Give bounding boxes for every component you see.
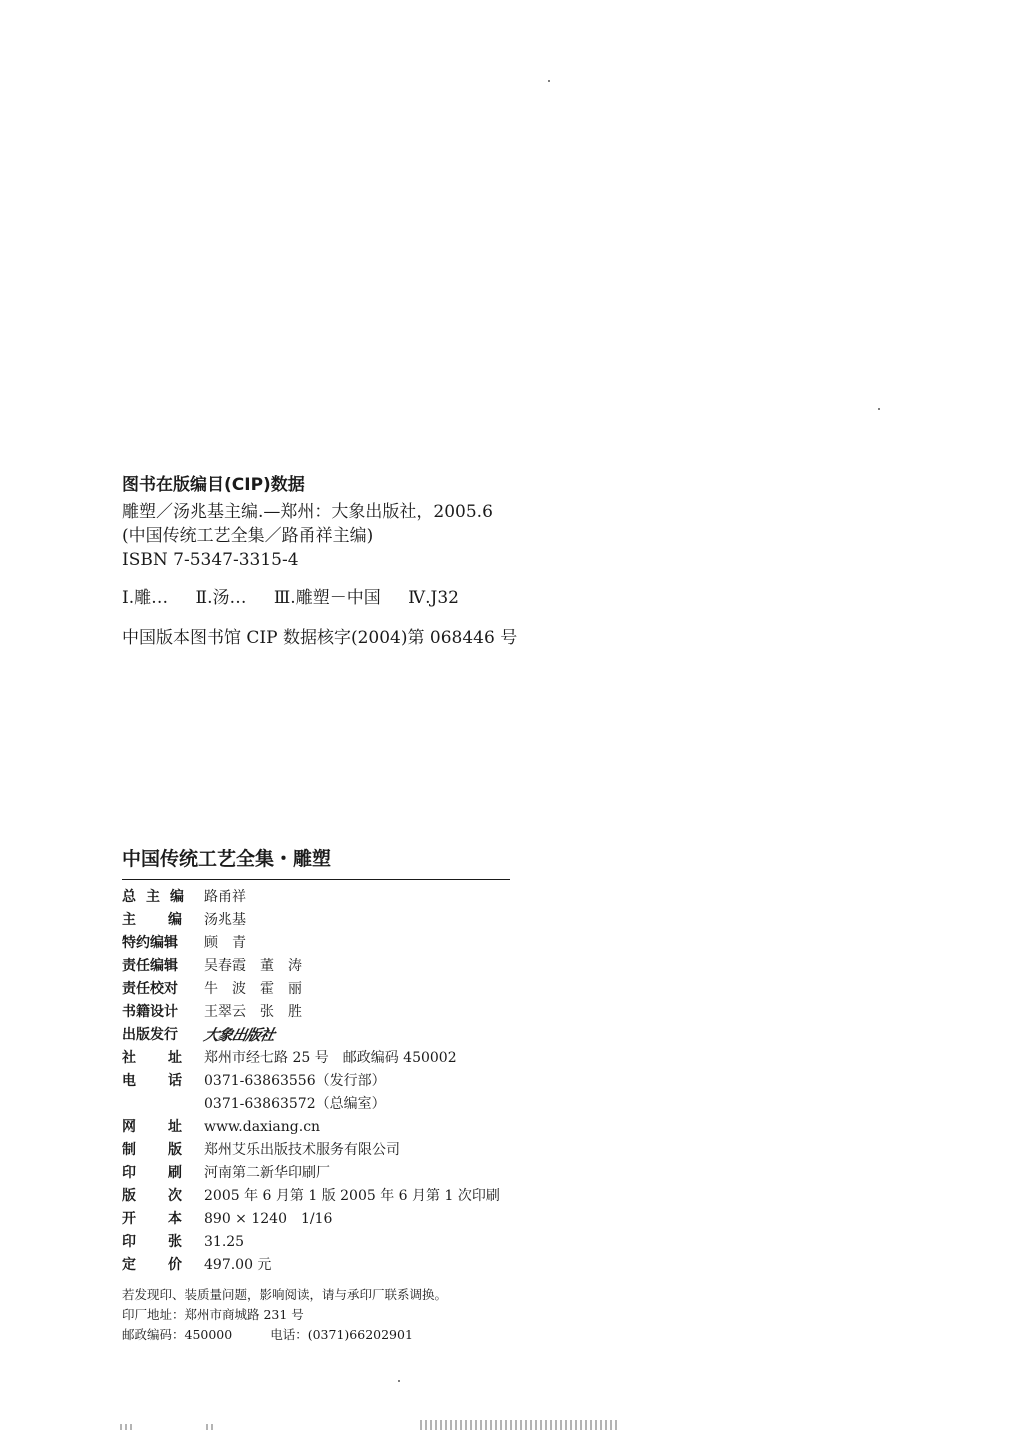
colophon-row-label (122, 955, 184, 978)
colophon-row-label-char: 话 (168, 1073, 182, 1089)
colophon-row (122, 1185, 542, 1208)
colophon-row-label-char: 责任校对 (122, 981, 178, 997)
cip-class-1: Ⅰ.雕… (122, 588, 169, 608)
colophon-row-label-char: 址 (168, 1119, 182, 1135)
colophon-row-value (204, 932, 246, 955)
colophon-row (122, 955, 542, 978)
colophon-row-label-char: 编 (168, 912, 182, 928)
colophon-row (122, 1047, 542, 1070)
colophon-row-value-text: 牛 波 霍 丽 (204, 981, 302, 997)
publisher-logo (202, 1024, 277, 1047)
footer-postcode: 邮政编码：450000 (122, 1327, 233, 1342)
colophon-row-label (122, 1047, 184, 1070)
scan-speck (548, 80, 550, 82)
colophon-row-value-text: 0371-63863572（总编室） (204, 1096, 386, 1112)
colophon-row (122, 1231, 542, 1254)
colophon-rows (122, 886, 542, 1277)
colophon-row-label (122, 1070, 184, 1093)
colophon-row-label (122, 886, 184, 909)
colophon-row-value-text: 2005 年 6 月第 1 版 2005 年 6 月第 1 次印刷 (204, 1188, 500, 1204)
colophon-row-value (204, 1208, 332, 1231)
colophon-row-label-char: 主 (146, 889, 160, 905)
colophon-row (122, 909, 542, 932)
footer-contact (122, 1325, 542, 1345)
colophon-row (122, 1093, 542, 1116)
colophon-row-label (122, 1139, 184, 1162)
colophon-row (122, 1024, 542, 1047)
colophon-footer (122, 1285, 542, 1345)
colophon-row-label-char: 版 (122, 1188, 136, 1204)
colophon-rule (122, 879, 510, 880)
colophon-row-label-char: 出版发行 (122, 1027, 178, 1043)
colophon-row-value (204, 1116, 320, 1139)
scan-smudge (206, 1424, 214, 1430)
colophon-row-label (122, 1231, 184, 1254)
colophon-row-value-text: 路甬祥 (204, 889, 246, 905)
colophon-row (122, 1254, 542, 1277)
colophon-row-value (204, 1001, 302, 1024)
colophon-row-label-char: 制 (122, 1142, 136, 1158)
footer-address: 印厂地址：郑州市商城路 231 号 (122, 1307, 304, 1322)
colophon-row-value-text: 王翠云 张 胜 (204, 1004, 302, 1020)
cip-classification (122, 586, 722, 610)
colophon-row-value-text: 河南第二新华印刷厂 (204, 1165, 330, 1181)
colophon-row-label-char: 开 (122, 1211, 136, 1227)
cip-class-2: Ⅱ.汤… (195, 588, 247, 608)
cip-heading: 图书在版编目(CIP)数据 (122, 475, 305, 495)
colophon-row-label-char: 编 (170, 889, 184, 905)
colophon-row-value-text: 顾 青 (204, 935, 246, 951)
colophon-row-label-char: 址 (168, 1050, 182, 1066)
colophon-row-value (204, 1070, 386, 1093)
colophon-row-label-char: 本 (168, 1211, 182, 1227)
scan-speck (398, 1380, 400, 1382)
colophon-row-label (122, 1185, 184, 1208)
colophon-row-value-text: 大象出版社 (202, 1026, 277, 1044)
colophon-row-value-text: 郑州市经七路 25 号 邮政编码 450002 (204, 1050, 457, 1066)
colophon-row (122, 1001, 542, 1024)
colophon-row (122, 1116, 542, 1139)
colophon-row-label-char: 责任编辑 (122, 958, 178, 974)
colophon-row-value (204, 1093, 386, 1116)
colophon-row-value-text: 31.25 (204, 1234, 245, 1250)
colophon-row-label (122, 1093, 184, 1116)
colophon-row-value-text: 0371-63863556（发行部） (204, 1073, 386, 1089)
colophon-row-value-text: 郑州艾乐出版技术服务有限公司 (204, 1142, 400, 1158)
colophon-row-label-char: 次 (168, 1188, 182, 1204)
cip-isbn: ISBN 7-5347-3315-4 (122, 550, 299, 570)
footer-notice: 若发现印、装质量问题，影响阅读，请与承印厂联系调换。 (122, 1287, 448, 1302)
colophon-row-label-char: 社 (122, 1050, 136, 1066)
colophon-row-label (122, 1024, 184, 1047)
cip-class-3: Ⅲ.雕塑－中国 (273, 588, 381, 608)
colophon (122, 846, 542, 1345)
colophon-row-label (122, 978, 184, 1001)
colophon-row (122, 886, 542, 909)
colophon-row-value-text: 汤兆基 (204, 912, 246, 928)
colophon-row-label (122, 909, 184, 932)
colophon-row (122, 932, 542, 955)
cip-title-line: 雕塑／汤兆基主编.—郑州：大象出版社，2005.6 (122, 502, 493, 522)
colophon-row-value (204, 955, 302, 978)
colophon-row-label-char: 主 (122, 912, 136, 928)
colophon-row-value-text: 890 × 1240 1/16 (204, 1211, 333, 1227)
colophon-row-label-char: 网 (122, 1119, 136, 1135)
colophon-row-value (204, 886, 246, 909)
colophon-row (122, 1208, 542, 1231)
colophon-row-label-char: 总 (122, 889, 136, 905)
colophon-row-label-char: 价 (168, 1257, 182, 1273)
colophon-row-value (204, 909, 246, 932)
scan-speck (878, 408, 880, 410)
footer-phone: 电话：(0371)66202901 (270, 1327, 413, 1342)
colophon-row-label (122, 1208, 184, 1231)
colophon-row (122, 1139, 542, 1162)
cip-series-line: (中国传统工艺全集／路甬祥主编) (122, 526, 374, 546)
colophon-row-value (204, 1254, 271, 1277)
colophon-row-label-char: 书籍设计 (122, 1004, 178, 1020)
colophon-row-label (122, 932, 184, 955)
colophon-row-value-text: 497.00 元 (204, 1257, 272, 1273)
scan-smudge (420, 1420, 620, 1430)
colophon-row-label-char: 特约编辑 (122, 935, 178, 951)
colophon-row-label-char: 印 (122, 1234, 136, 1250)
colophon-row (122, 978, 542, 1001)
colophon-row-value (204, 1185, 500, 1208)
colophon-row (122, 1162, 542, 1185)
colophon-row-label-char: 版 (168, 1142, 182, 1158)
scan-smudge (120, 1424, 134, 1430)
colophon-row-label (122, 1254, 184, 1277)
colophon-title: 中国传统工艺全集・雕塑 (122, 848, 332, 870)
colophon-row-label-char: 电 (122, 1073, 136, 1089)
colophon-row-label-char: 印 (122, 1165, 136, 1181)
colophon-row-label-char: 张 (168, 1234, 182, 1250)
colophon-row-value (204, 1139, 400, 1162)
colophon-row-value-text: www.daxiang.cn (204, 1119, 321, 1135)
cip-class-4: Ⅳ.J32 (408, 588, 459, 608)
colophon-row-label (122, 1116, 184, 1139)
colophon-row-value (204, 1162, 330, 1185)
colophon-row-value (204, 1231, 244, 1254)
colophon-row-value (204, 978, 302, 1001)
colophon-row-value (204, 1047, 457, 1070)
colophon-row-value-text: 吴春霞 董 涛 (204, 958, 302, 974)
cip-approval: 中国版本图书馆 CIP 数据核字(2004)第 068446 号 (122, 628, 518, 648)
colophon-row (122, 1070, 542, 1093)
colophon-row-label (122, 1001, 184, 1024)
colophon-row-label-char: 定 (122, 1257, 136, 1273)
colophon-row-label-char: 刷 (168, 1165, 182, 1181)
colophon-row-label (122, 1162, 184, 1185)
cip-block (122, 474, 722, 650)
